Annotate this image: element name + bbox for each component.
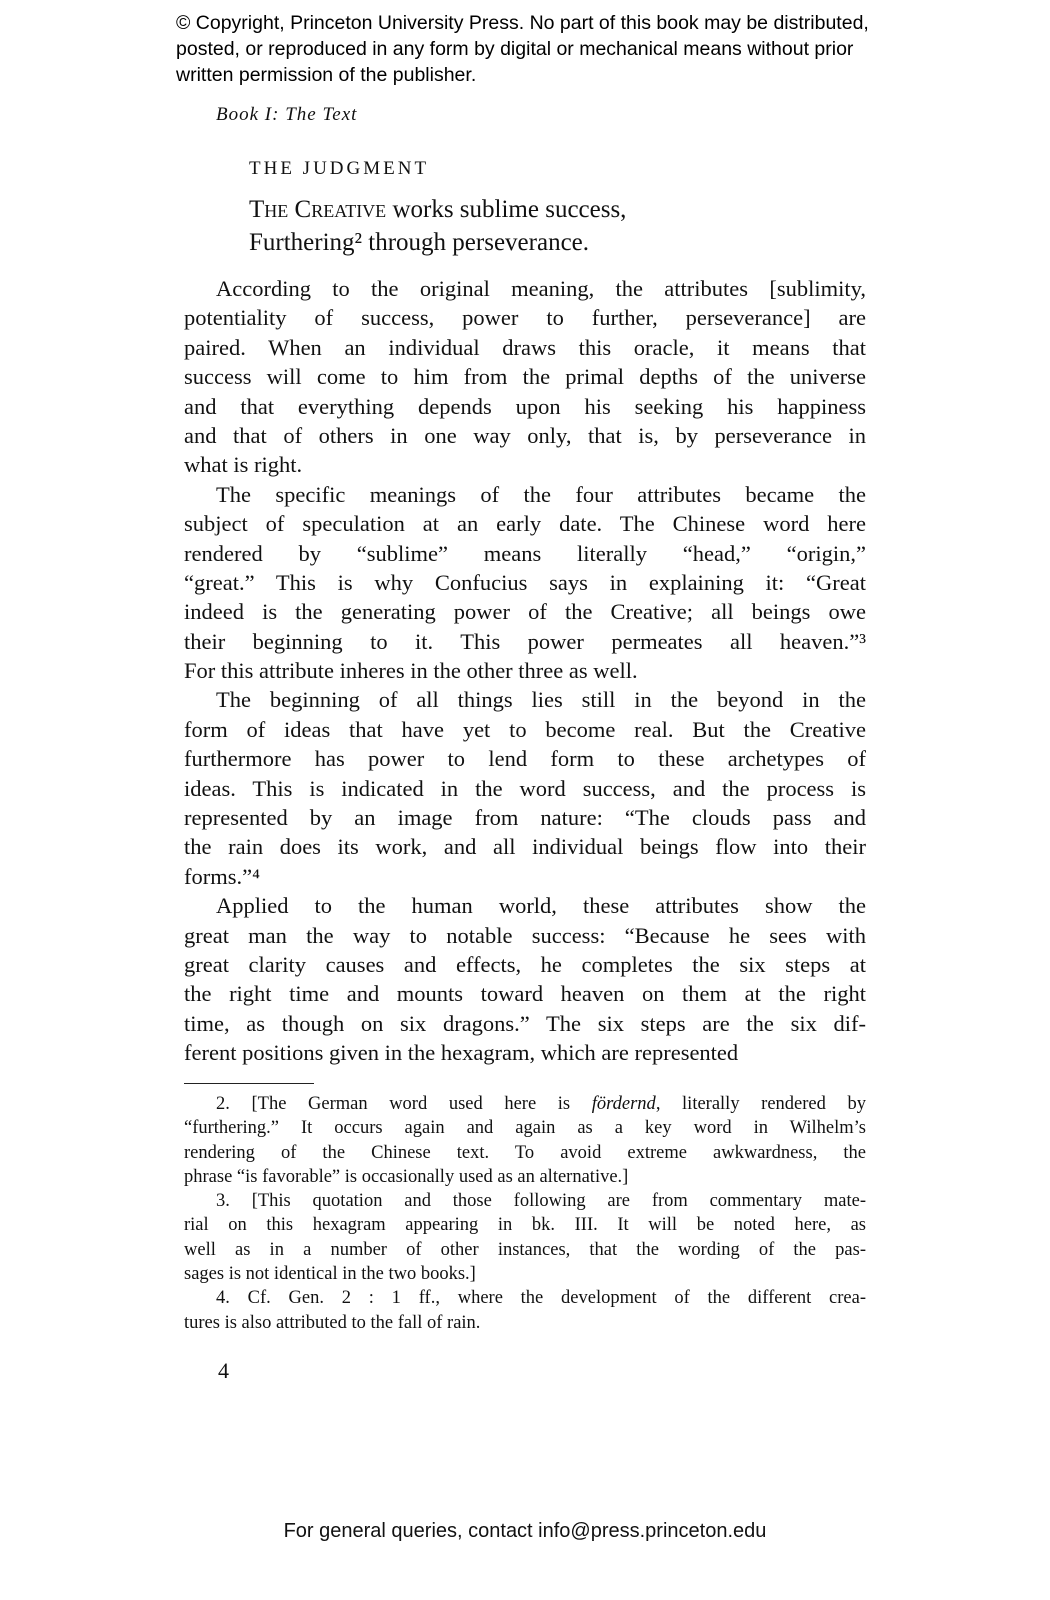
footnote-line: rial on this hexagram appearing in bk. III. It will be noted here, as [184,1215,866,1236]
body-text [184,274,866,1068]
verse-line-1-rest: works sublime success, [386,196,627,223]
paragraph-line: The specific meanings of the four attributes became the [216,481,866,507]
paragraph-line: their beginning to it. This power permeates all heaven.”³ [184,628,866,654]
footnote-line: “furthering.” It occurs again and again as a key word in Wilhelm’s [184,1118,866,1139]
paragraph-line: potentiality of success, power to further, perseverance] are [184,305,866,331]
paragraph-line: “great.” This is why Confucius says in explaining it: “Great [184,569,866,595]
paragraph-line: the right time and mounts toward heaven on them at the right [184,981,866,1007]
paragraph-line: furthermore has power to lend form to these archetypes of [184,746,866,772]
paragraph-line: great man the way to notable success: “Because he sees with [184,922,866,948]
copyright-notice: © Copyright, Princeton University Press. No part of this book may be distributed, posted, or reproduced in any form by digital or mechanical means without prior written permission of the publisher. [176,12,869,86]
judgment-verse [249,193,626,259]
paragraph-line: and that everything depends upon his seeking his happiness [184,393,866,419]
section-heading: THE JUDGMENT [249,158,430,179]
footnote-line: tures is also attributed to the fall of rain. [184,1312,481,1333]
paragraph-line: time, as though on six dragons.” The six steps are the six dif- [184,1010,866,1036]
paragraph-line: form of ideas that have yet to become real. But the Creative [184,716,866,742]
paragraph-line: Applied to the human world, these attributes show the [216,893,866,919]
footnote-line: phrase “is favorable” is occasionally used as an alternative.] [184,1166,629,1187]
paragraph-line: For this attribute inheres in the other three as well. [184,658,638,684]
paragraph-line: forms.”⁴ [184,863,260,889]
footnote-line: rendering of the Chinese text. To avoid extreme awkwardness, the [184,1142,866,1163]
footnote-line: well as in a number of other instances, that the wording of the pas- [184,1239,866,1260]
paragraph-line: great clarity causes and effects, he completes the six steps at [184,951,866,977]
paragraph-line: ferent positions given in the hexagram, which are represented [184,1040,739,1066]
running-head: Book I: The Text [216,104,358,125]
paragraph-line: indeed is the generating power of the Creative; all beings owe [184,599,866,625]
footnote-line: 3. [This quotation and those following are from commentary mate- [216,1191,866,1212]
footnote-line: sages is not identical in the two books.] [184,1264,476,1285]
verse-line-2: Furthering² through perseverance. [249,229,590,256]
paragraph-line: subject of speculation at an early date. The Chinese word here [184,511,866,537]
paragraph-line: According to the original meaning, the attributes [sublimity, [216,276,866,301]
footnotes [184,1092,866,1335]
page-number: 4 [218,1358,229,1383]
paragraph-line: what is right. [184,452,303,478]
footnote-line: 2. [The German word used here is fördernd, literally rendered by [216,1094,866,1114]
paragraph-line: rendered by “sublime” means literally “head,” “origin,” [184,540,866,566]
italic-term: fördernd [591,1094,656,1114]
footer-contact: For general queries, contact info@press.princeton.edu [283,1520,767,1542]
paragraph-line: ideas. This is indicated in the word success, and the process is [184,775,866,801]
paragraph-line: success will come to him from the primal depths of the universe [184,364,866,390]
footnote-line: 4. Cf. Gen. 2 : 1 ff., where the development of the different crea- [216,1288,866,1309]
paragraph-line: and that of others in one way only, that is, by perseverance in [184,422,866,448]
paragraph-line: The beginning of all things lies still in the beyond in the [216,687,866,713]
footnote-rule [184,1083,314,1084]
paragraph-line: represented by an image from nature: “The clouds pass and [184,805,866,831]
verse-line-1 [249,193,626,226]
paragraph-line: paired. When an individual draws this oracle, it means that [184,334,866,360]
paragraph-line: the rain does its work, and all individual beings flow into their [184,834,866,860]
verse-smallcaps: The Creative [249,196,387,223]
